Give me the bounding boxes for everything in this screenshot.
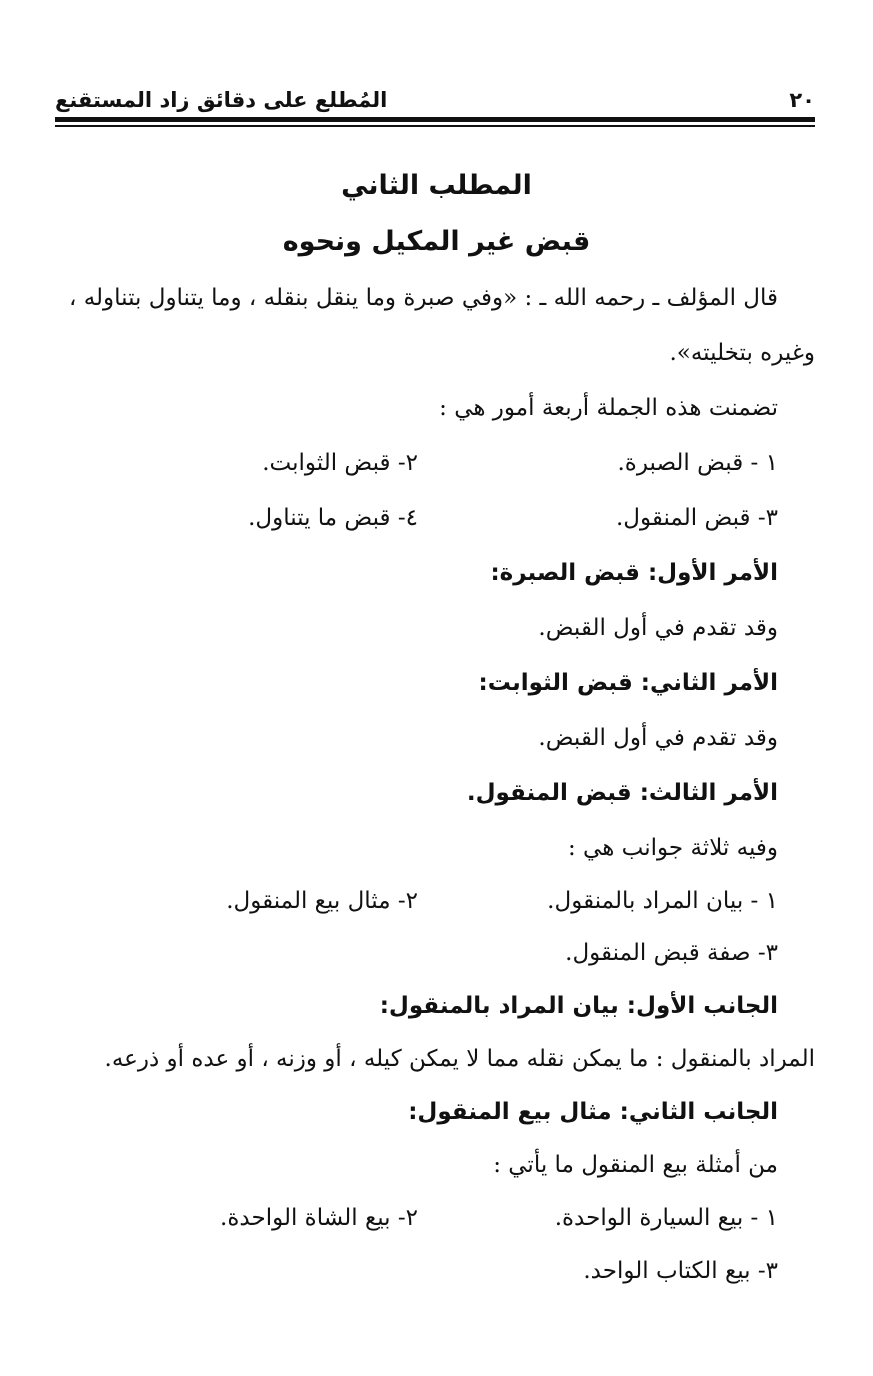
matter2-text: وقد تقدم في أول القبض.	[538, 725, 778, 751]
matter2-title: الأمر الثاني: قبض الثوابت:	[478, 670, 778, 696]
aspect2-lead: من أمثلة بيع المنقول ما يأتي :	[493, 1152, 778, 1178]
matter3-item-2: ٢- مثال بيع المنقول.	[226, 888, 418, 914]
matter3-item-1: ١ - بيان المراد بالمنقول.	[547, 888, 778, 914]
running-header	[55, 74, 815, 112]
aspect1-text: المراد بالمنقول : ما يمكن نقله مما لا يمكن كيله ، أو وزنه ، أو عده أو ذرعه.	[104, 1046, 815, 1072]
header-rule-thick	[55, 117, 815, 122]
aspect2-item-3: ٣- بيع الكتاب الواحد.	[583, 1258, 778, 1284]
summary-item-2: ٢- قبض الثوابت.	[262, 450, 418, 476]
aspect2-title: الجانب الثاني: مثال بيع المنقول:	[408, 1099, 778, 1125]
aspect2-item-1: ١ - بيع السيارة الواحدة.	[554, 1205, 778, 1231]
matter3-item-3: ٣- صفة قبض المنقول.	[565, 940, 778, 966]
header-rule-thin	[55, 125, 815, 127]
matter1-title: الأمر الأول: قبض الصبرة:	[490, 560, 778, 586]
intro-line-2: وغيره بتخليته».	[669, 340, 815, 366]
summary-item-4: ٤- قبض ما يتناول.	[248, 505, 418, 531]
summary-item-3: ٣- قبض المنقول.	[615, 505, 778, 531]
topic-heading: قبض غير المكيل ونحوه	[282, 226, 591, 257]
aspect1-title: الجانب الأول: بيان المراد بالمنقول:	[379, 993, 778, 1019]
matter3-title: الأمر الثالث: قبض المنقول.	[466, 780, 778, 806]
page-number: ٢٠	[789, 88, 815, 112]
matter3-lead: وفيه ثلاثة جوانب هي :	[568, 835, 778, 861]
section-heading: المطلب الثاني	[341, 170, 532, 201]
book-title: المُطلع على دقائق زاد المستقنع	[55, 88, 388, 112]
summary-lead: تضمنت هذه الجملة أربعة أمور هي :	[439, 395, 778, 421]
intro-line-1: قال المؤلف ـ رحمه الله ـ : «وفي صبرة وما ينقل بنقله ، وما يتناول بتناوله ،	[68, 285, 778, 311]
summary-item-1: ١ - قبض الصبرة.	[617, 450, 778, 476]
aspect2-item-2: ٢- بيع الشاة الواحدة.	[220, 1205, 418, 1231]
matter1-text: وقد تقدم في أول القبض.	[538, 615, 778, 641]
